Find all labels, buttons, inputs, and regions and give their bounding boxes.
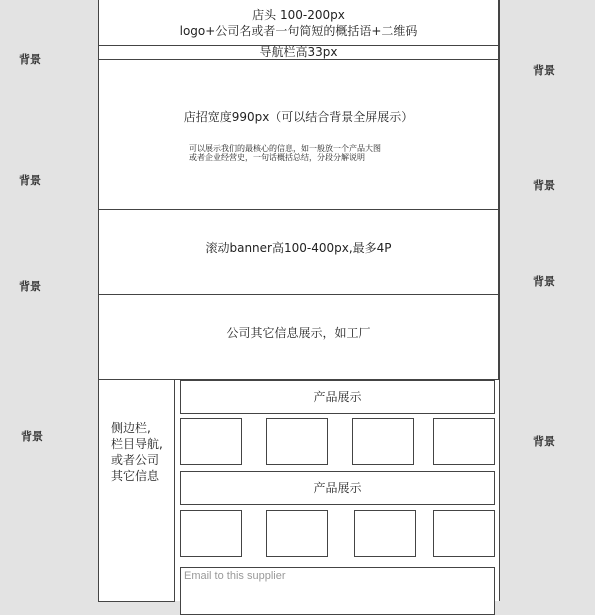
scroll-banner-label: 滚动banner高100-400px,最多4P: [205, 241, 392, 255]
email-placeholder: Email to this supplier: [184, 570, 286, 582]
shop-sign-desc: [189, 144, 381, 162]
product-thumbnail[interactable]: [433, 418, 495, 465]
product-thumbnail[interactable]: [352, 418, 414, 465]
product-thumbnail[interactable]: [266, 418, 328, 465]
product-thumbnail[interactable]: [180, 418, 242, 465]
sidebar-line: 其它信息: [111, 469, 160, 483]
sidebar: [98, 379, 175, 602]
shop-header-content: logo+公司名或者一句简短的概括语+二维码: [179, 24, 418, 38]
shop-sign-desc-line: 或者企业经营史，一句话概括总结，分段分解说明: [189, 153, 365, 162]
nav-bar-label: 导航栏高33px: [259, 45, 338, 59]
product-thumbnail[interactable]: [266, 510, 328, 557]
shop-header: [98, 0, 499, 46]
background-label: 背景: [533, 435, 555, 448]
product-thumbnail[interactable]: [354, 510, 416, 557]
product-thumbnail[interactable]: [433, 510, 495, 557]
product-section-title: [180, 380, 495, 414]
background-label: 背景: [19, 53, 41, 66]
shop-header-size: 店头 100-200px: [252, 8, 345, 22]
shop-sign-title: 店招宽度990px（可以结合背景全屏展示）: [183, 110, 414, 124]
sidebar-line: 或者公司: [111, 453, 160, 467]
shop-sign: [98, 59, 499, 210]
product-section-label: 产品展示: [313, 390, 362, 404]
background-label: 背景: [533, 179, 555, 192]
email-supplier-field[interactable]: [180, 567, 495, 615]
nav-bar: [98, 45, 499, 60]
product-section-label: 产品展示: [313, 481, 362, 495]
shop-sign-desc-line: 可以展示我们的最核心的信息，如一般放一个产品大图: [189, 144, 381, 153]
background-label: 背景: [21, 430, 43, 443]
company-info: [98, 294, 499, 380]
background-label: 背景: [19, 280, 41, 293]
background-label: 背景: [533, 64, 555, 77]
background-label: 背景: [533, 275, 555, 288]
company-info-label: 公司其它信息展示，如工厂: [226, 326, 371, 340]
scroll-banner: [98, 209, 499, 295]
product-thumbnail[interactable]: [180, 510, 242, 557]
background-label: 背景: [19, 174, 41, 187]
sidebar-line: 栏目导航,: [111, 437, 163, 451]
product-section-title: [180, 471, 495, 505]
sidebar-line: 侧边栏,: [111, 421, 151, 435]
